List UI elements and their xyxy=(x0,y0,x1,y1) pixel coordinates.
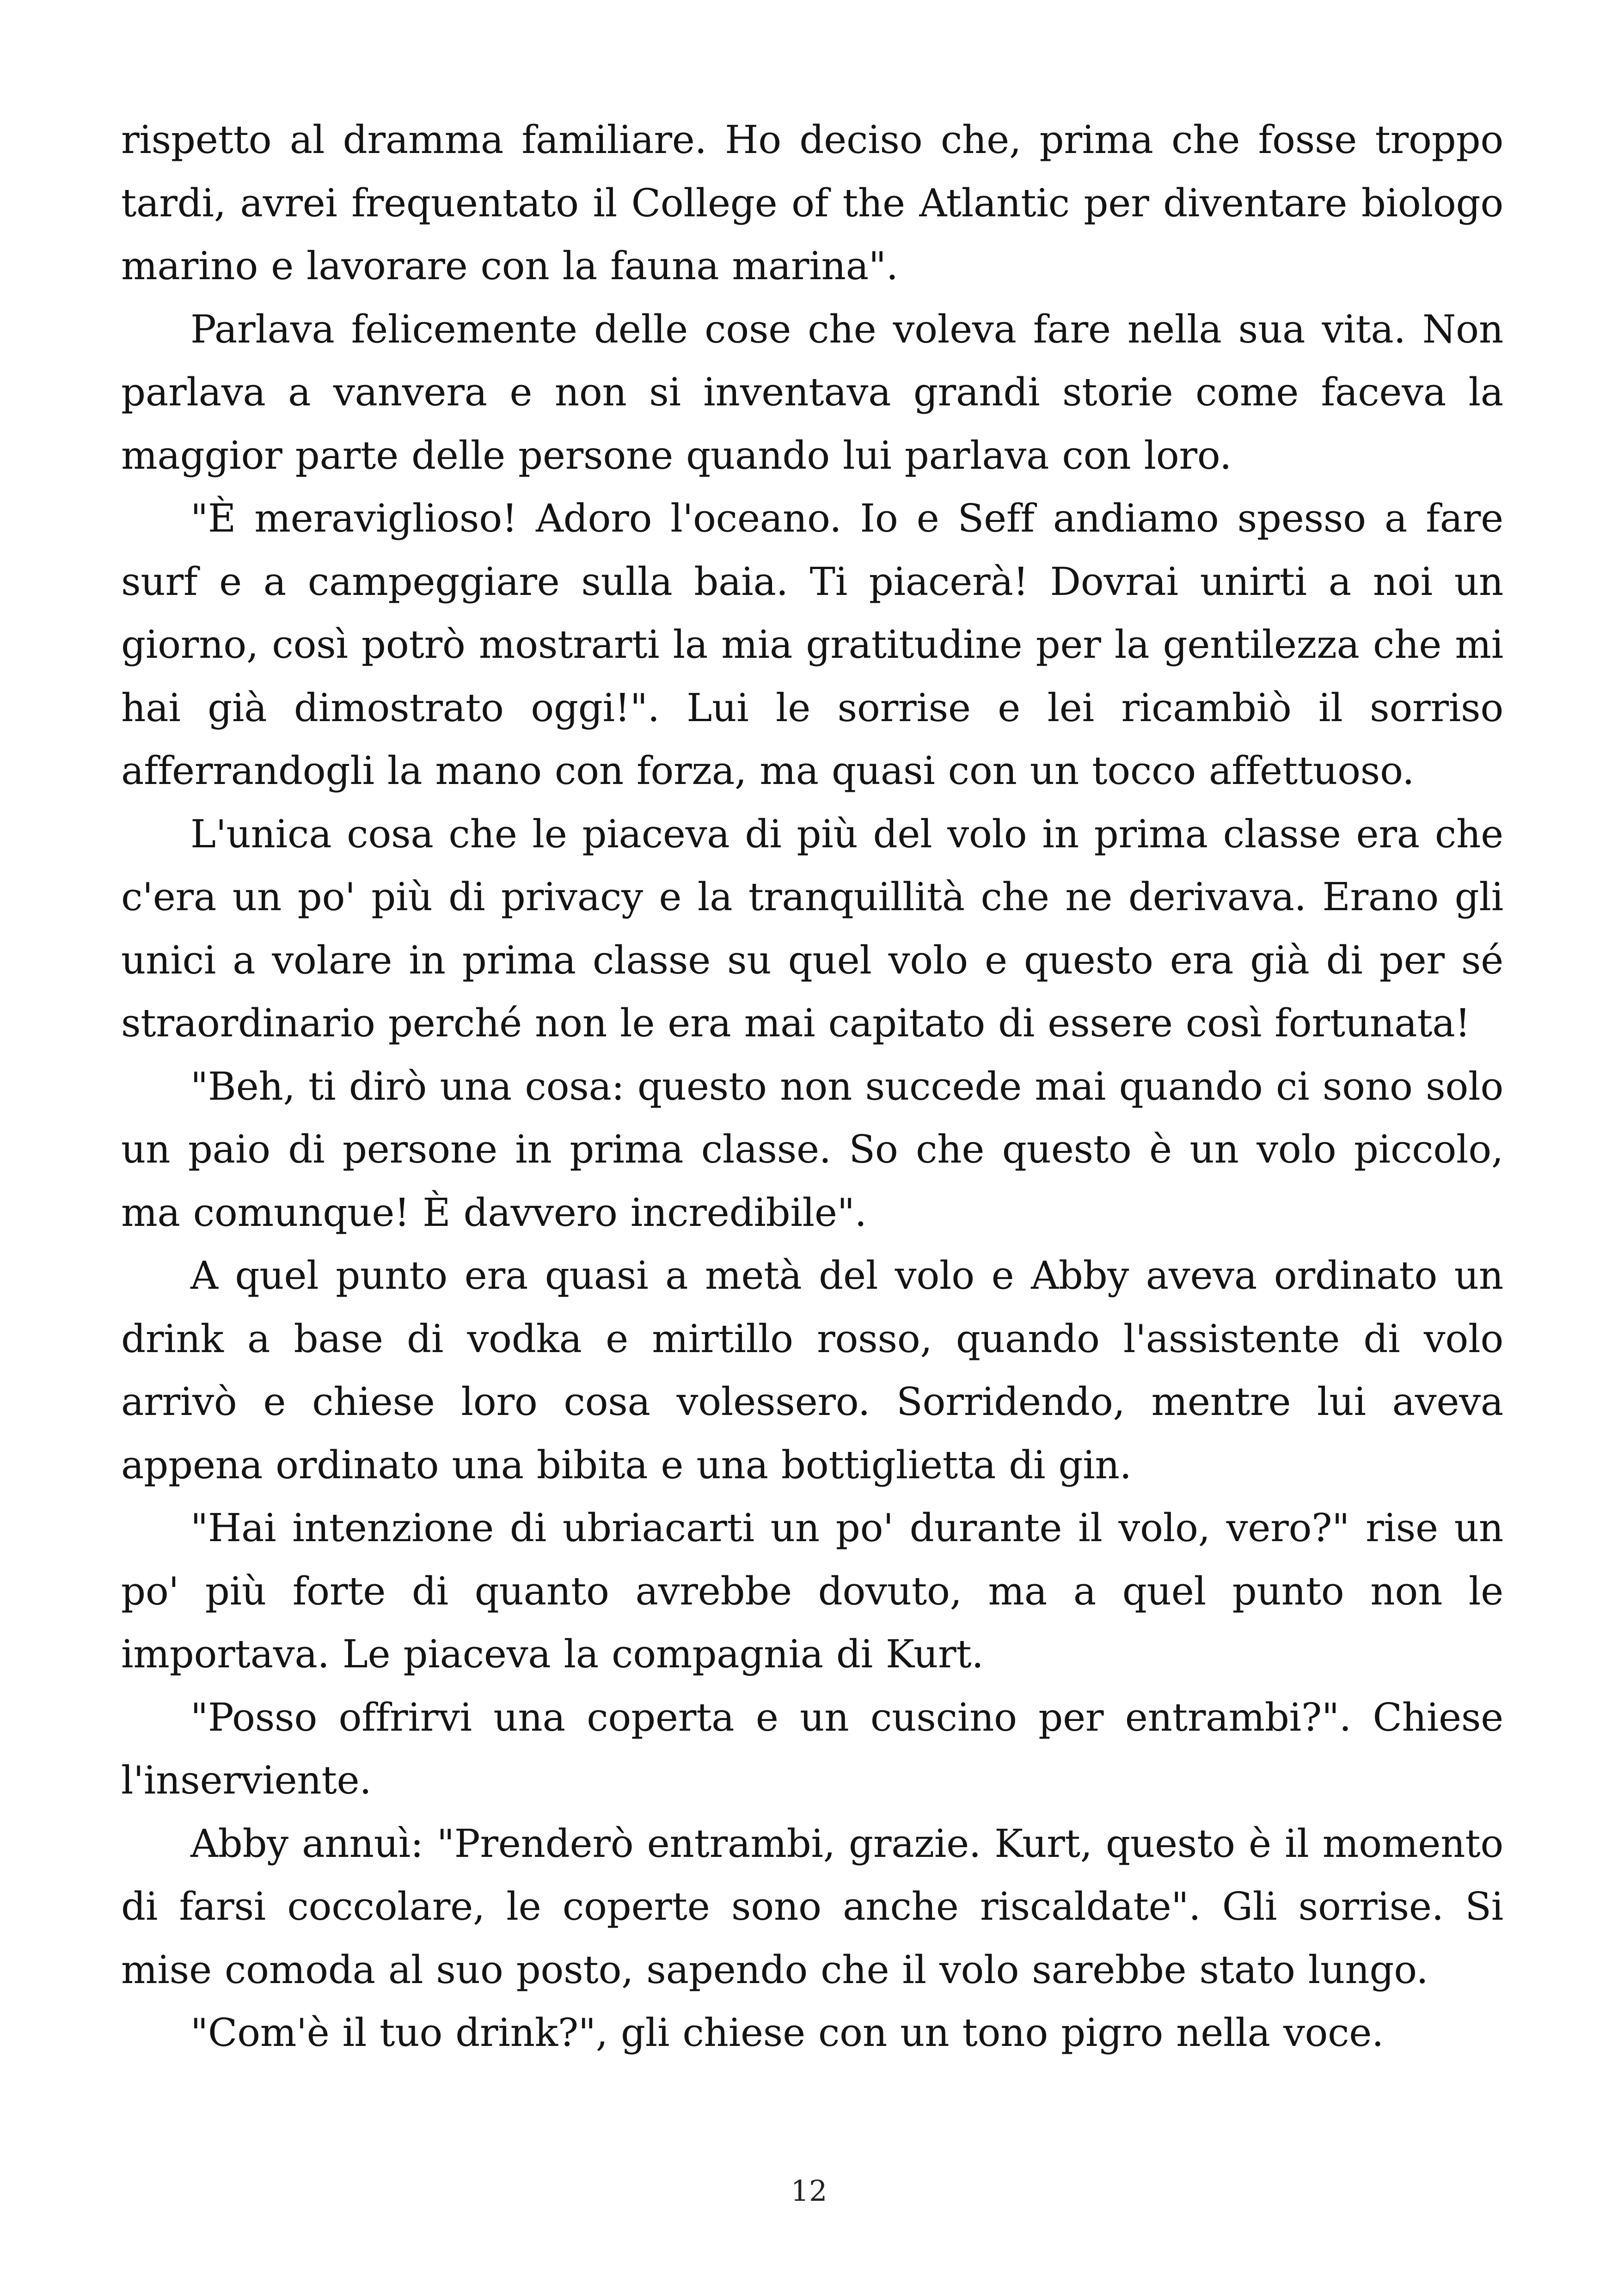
paragraph: Abby annuì: "Prenderò entrambi, grazie. Kurt, questo è il momento di farsi coccolare, le coperte sono anche riscaldate". Gli sorrise. Si mise comoda al suo posto, sapendo che il volo sarebbe stato lungo. xyxy=(121,1821,1503,1992)
paragraph: L'unica cosa che le piaceva di più del volo in prima classe era che c'era un po' più di privacy e la tranquillità che ne derivava. Erano gli unici a volare in prima classe su quel volo e questo era già di per sé straordinario perché non le era mai capitato di essere così fortunata! xyxy=(121,811,1503,1046)
page-body xyxy=(121,109,1503,2065)
paragraph: "Com'è il tuo drink?", gli chiese con un tono pigro nella voce. xyxy=(190,2010,1384,2055)
paragraph: Parlava felicemente delle cose che voleva fare nella sua vita. Non parlava a vanvera e non si inventava grandi storie come faceva la maggior parte delle persone quando lui parlava con loro. xyxy=(121,306,1503,478)
paragraph: rispetto al dramma familiare. Ho deciso che, prima che fosse troppo tardi, avrei frequentato il College of the Atlantic per diventare biologo marino e lavorare con la fauna marina". xyxy=(121,117,1503,288)
paragraph: "È meraviglioso! Adoro l'oceano. Io e Seff andiamo spesso a fare surf e a campeggiare sulla baia. Ti piacerà! Dovrai unirti a noi un giorno, così potrò mostrarti la mia gratitudine per la gentilezza che mi hai già dimostrato oggi!". Lui le sorrise e lei ricambiò il sorriso afferrandogli la mano con forza, ma quasi con un tocco affettuoso. xyxy=(121,496,1503,793)
paragraph: A quel punto era quasi a metà del volo e Abby aveva ordinato un drink a base di vodka e mirtillo rosso, quando l'assistente di volo arrivò e chiese loro cosa volessero. Sorridendo, mentre lui aveva appena ordinato una bibita e una bottiglietta di gin. xyxy=(121,1253,1503,1488)
paragraph: "Posso offrirvi una coperta e un cuscino per entrambi?". Chiese l'inserviente. xyxy=(121,1695,1503,1803)
paragraph: "Beh, ti dirò una cosa: questo non succede mai quando ci sono solo un paio di persone in prima classe. So che questo è un volo piccolo, ma comunque! È davvero incredibile". xyxy=(121,1064,1503,1235)
paragraph: "Hai intenzione di ubriacarti un po' durante il volo, vero?" rise un po' più forte di quanto avrebbe dovuto, ma a quel punto non le importava. Le piaceva la compagnia di Kurt. xyxy=(121,1506,1503,1677)
page-number: 12 xyxy=(791,2174,827,2208)
